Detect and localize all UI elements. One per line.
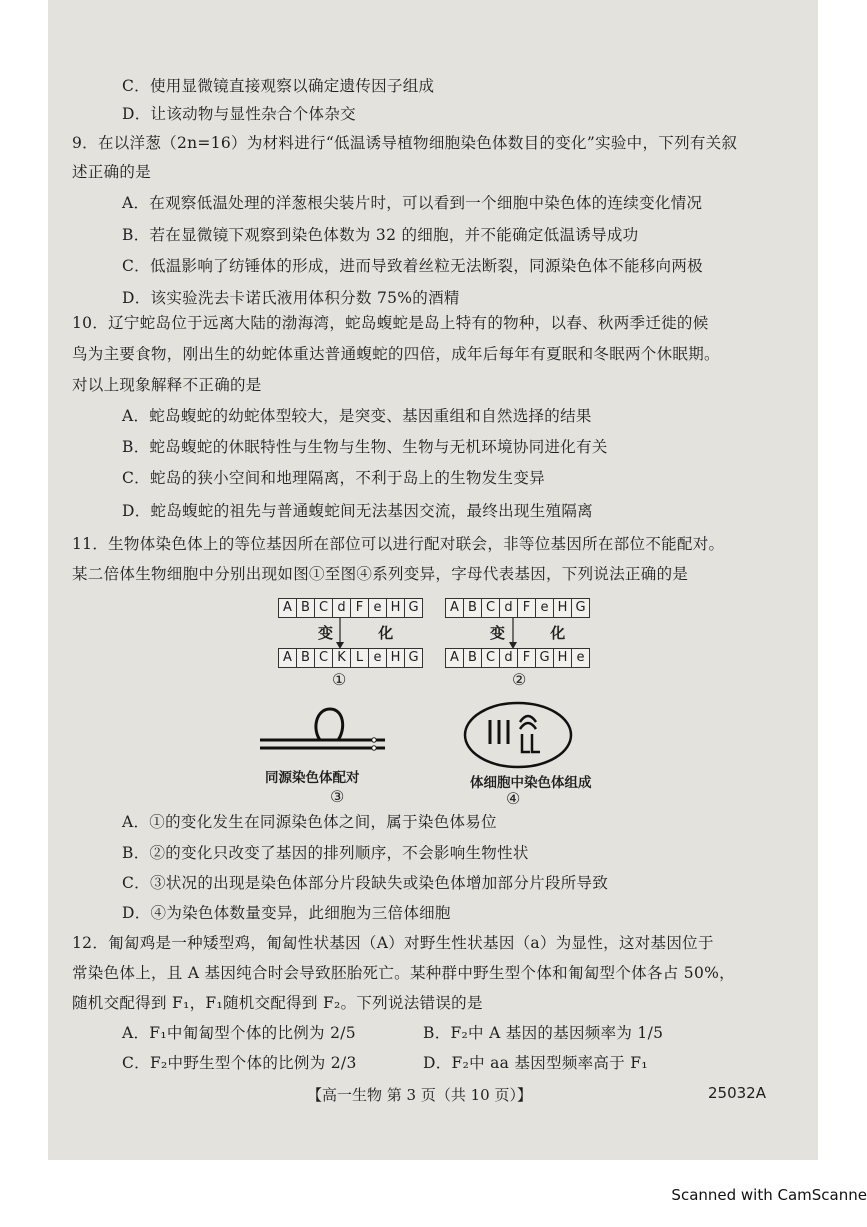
gene-box: F xyxy=(517,598,536,618)
fig4-cell-diagram xyxy=(462,700,574,770)
q8-option-d: D．让该动物与显性杂合个体杂交 xyxy=(122,105,356,123)
q10-option-c: C．蛇岛的狭小空间和地理隔离，不利于岛上的生物发生变异 xyxy=(122,469,545,487)
q11-option-b: B．②的变化只改变了基因的排列顺序，不会影响生物性状 xyxy=(122,844,529,862)
q8-option-c: C．使用显微镜直接观察以确定遗传因子组成 xyxy=(122,77,435,95)
fig2-top-chromosome xyxy=(445,598,589,618)
gene-box: A xyxy=(445,598,464,618)
gene-box: C xyxy=(314,598,333,618)
q12-option-a: A．F₁中匍匐型个体的比例为 2/5 xyxy=(122,1024,356,1042)
q12-option-c: C．F₂中野生型个体的比例为 2/3 xyxy=(122,1054,357,1072)
gene-box: B xyxy=(296,598,315,618)
fig1-change-label: 变 化 xyxy=(318,624,414,642)
q10-stem-line-2: 鸟为主要食物，刚出生的幼蛇体重达普通蝮蛇的四倍，成年后每年有夏眠和冬眠两个休眠期。 xyxy=(72,345,720,363)
gene-box: C xyxy=(314,648,333,668)
fig4-caption: 体细胞中染色体组成 xyxy=(470,775,592,791)
q10-stem-line-3: 对以上现象解释不正确的是 xyxy=(72,376,262,394)
fig1-top-chromosome xyxy=(278,598,422,618)
gene-box: K xyxy=(332,648,351,668)
gene-box: e xyxy=(535,598,554,618)
q9-option-d: D．该实验洗去卡诺氏液用体积分数 75%的酒精 xyxy=(122,289,460,307)
q10-option-a: A．蛇岛蝮蛇的幼蛇体型较大，是突变、基因重组和自然选择的结果 xyxy=(122,407,592,425)
gene-box: A xyxy=(278,598,297,618)
q12-stem-line-1: 12．匍匐鸡是一种矮型鸡，匍匐性状基因（A）对野生性状基因（a）为显性，这对基因位于 xyxy=(72,934,714,952)
gene-box: B xyxy=(296,648,315,668)
q12-stem-line-3: 随机交配得到 F₁，F₁随机交配得到 F₂。下列说法错误的是 xyxy=(72,994,483,1012)
q11-stem-line-1: 11．生物体染色体上的等位基因所在部位可以进行配对联会，非等位基因所在部位不能配对。 xyxy=(72,535,725,553)
gene-box: d xyxy=(332,598,351,618)
page-footer: 【高一生物 第 3 页（共 10 页）】 xyxy=(307,1086,532,1104)
q9-option-b: B．若在显微镜下观察到染色体数为 32 的细胞，并不能确定低温诱导成功 xyxy=(122,226,639,244)
gene-box: G xyxy=(404,648,423,668)
gene-box: C xyxy=(481,598,500,618)
q10-option-b: B．蛇岛蝮蛇的休眠特性与生物与生物、生物与无机环境协同进化有关 xyxy=(122,438,608,456)
q9-option-a: A．在观察低温处理的洋葱根尖装片时，可以看到一个细胞中染色体的连续变化情况 xyxy=(122,194,703,212)
q12-stem-line-2: 常染色体上，且 A 基因纯合时会导致胚胎死亡。某种群中野生型个体和匍匐型个体各占 50%， xyxy=(72,964,735,982)
gene-box: e xyxy=(368,648,387,668)
gene-box: H xyxy=(553,598,572,618)
q10-stem-line-1: 10．辽宁蛇岛位于远离大陆的渤海湾，蛇岛蝮蛇是岛上特有的物种，以春、秋两季迁徙的候 xyxy=(72,314,709,332)
q11-option-c: C．③状况的出现是染色体部分片段缺失或染色体增加部分片段所导致 xyxy=(122,874,609,892)
gene-box: d xyxy=(499,648,518,668)
q11-stem-line-2: 某二倍体生物细胞中分别出现如图①至图④系列变异，字母代表基因，下列说法正确的是 xyxy=(72,565,689,583)
q10-option-d: D．蛇岛蝮蛇的祖先与普通蝮蛇间无法基因交流，最终出现生殖隔离 xyxy=(122,502,593,520)
fig3-number: ③ xyxy=(330,787,345,806)
gene-box: A xyxy=(278,648,297,668)
fig2-change-label: 变 化 xyxy=(490,624,586,642)
q9-option-c: C．低温影响了纺锤体的形成，进而导致着丝粒无法断裂，同源染色体不能移向两极 xyxy=(122,257,703,275)
gene-box: d xyxy=(499,598,518,618)
gene-box: G xyxy=(571,598,590,618)
q12-option-d: D．F₂中 aa 基因型频率高于 F₁ xyxy=(423,1054,648,1072)
gene-box: H xyxy=(386,598,405,618)
gene-box: A xyxy=(445,648,464,668)
gene-box: e xyxy=(368,598,387,618)
fig2-number: ② xyxy=(512,670,527,689)
gene-box: L xyxy=(350,648,369,668)
q11-option-a: A．①的变化发生在同源染色体之间，属于染色体易位 xyxy=(122,813,497,831)
fig3-pairing-diagram xyxy=(260,703,390,763)
gene-box: B xyxy=(463,598,482,618)
q12-option-b: B．F₂中 A 基因的基因频率为 1/5 xyxy=(423,1024,664,1042)
scanner-watermark: Scanned with CamScanne xyxy=(671,1186,867,1204)
q9-stem-line-1: 9．在以洋葱（2n=16）为材料进行“低温诱导植物细胞染色体数目的变化”实验中，下列有关叙 xyxy=(72,134,738,152)
gene-box: G xyxy=(404,598,423,618)
q9-stem-line-2: 述正确的是 xyxy=(72,163,152,181)
gene-box: C xyxy=(481,648,500,668)
exam-code: 25032A xyxy=(708,1084,766,1102)
fig3-caption: 同源染色体配对 xyxy=(265,770,360,786)
fig1-number: ① xyxy=(332,670,347,689)
gene-box: F xyxy=(350,598,369,618)
gene-box: F xyxy=(517,648,536,668)
gene-box: B xyxy=(463,648,482,668)
gene-box: H xyxy=(553,648,572,668)
gene-box: G xyxy=(535,648,554,668)
q11-option-d: D．④为染色体数量变异，此细胞为三倍体细胞 xyxy=(122,904,451,922)
fig1-bottom-chromosome xyxy=(278,648,422,668)
gene-box: H xyxy=(386,648,405,668)
gene-box: e xyxy=(571,648,590,668)
fig2-bottom-chromosome xyxy=(445,648,589,668)
fig4-number: ④ xyxy=(506,789,521,808)
